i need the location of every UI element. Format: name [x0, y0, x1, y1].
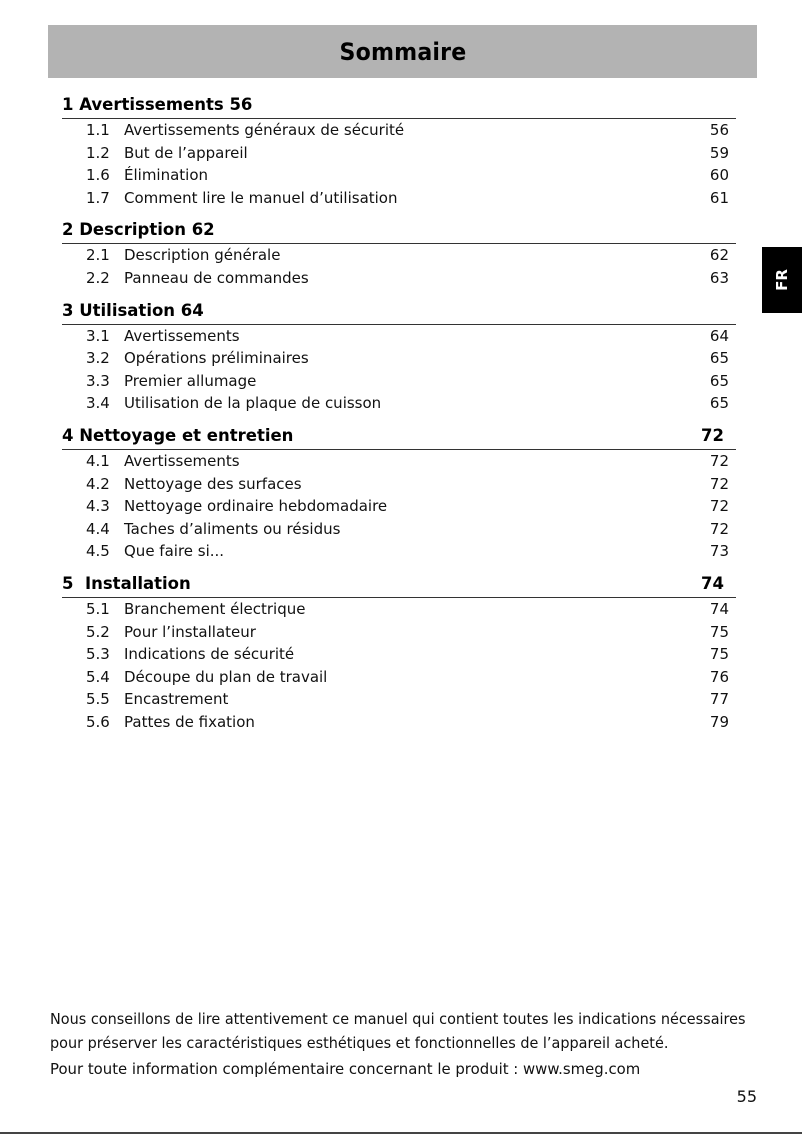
entry-page: 76	[709, 667, 729, 686]
toc-section-2	[62, 217, 736, 289]
spacer	[62, 415, 736, 423]
entry-page: 72	[709, 497, 729, 516]
section-title: 2 Description 62	[62, 220, 215, 240]
entry-page: 75	[709, 622, 729, 641]
entry-number: 5.3	[86, 645, 110, 664]
toc-entry[interactable]	[62, 643, 736, 666]
entry-label: Découpe du plan de travail	[124, 667, 328, 686]
section-page: 74	[701, 573, 724, 593]
entry-page: 59	[709, 143, 729, 162]
entry-number: 2.2	[86, 268, 110, 287]
entry-label: Indications de sécurité	[124, 645, 295, 664]
entry-page: 72	[709, 519, 729, 538]
spacer	[62, 209, 736, 217]
section-heading[interactable]	[62, 571, 736, 598]
section-page: 72	[701, 425, 724, 445]
spacer	[62, 290, 736, 298]
toc-entry[interactable]	[62, 347, 736, 370]
toc-entry[interactable]	[62, 450, 736, 473]
entry-page: 72	[709, 474, 729, 493]
toc-entry[interactable]	[62, 392, 736, 415]
entry-number: 1.2	[86, 143, 110, 162]
entry-label: Branchement électrique	[124, 599, 306, 618]
toc-entry[interactable]	[62, 370, 736, 393]
entry-number: 5.5	[86, 690, 110, 709]
entry-label: Nettoyage ordinaire hebdomadaire	[124, 497, 388, 516]
entry-page: 73	[709, 542, 729, 561]
entry-page: 63	[709, 268, 729, 287]
bottom-divider	[0, 1132, 802, 1134]
entry-number: 3.3	[86, 371, 110, 390]
entry-label: Description générale	[124, 246, 281, 265]
section-title: 3 Utilisation 64	[62, 300, 204, 320]
intro-note	[50, 1007, 770, 1081]
toc-entry[interactable]	[62, 495, 736, 518]
entry-label: Avertissements	[124, 326, 240, 345]
toc-entry[interactable]	[62, 325, 736, 348]
entry-number: 5.4	[86, 667, 110, 686]
entry-label: But de l’appareil	[124, 143, 248, 162]
spacer	[62, 563, 736, 571]
entry-label: Avertissements	[124, 451, 240, 470]
toc-entry[interactable]	[62, 187, 736, 210]
toc-section-1	[62, 92, 736, 209]
toc-entry[interactable]	[62, 666, 736, 689]
entry-number: 3.4	[86, 394, 110, 413]
note-line-2: pour préserver les caractéristiques esthétiques et fonctionnelles de l’appareil acheté.	[50, 1034, 669, 1052]
toc-entry[interactable]	[62, 711, 736, 734]
entry-label: Avertissements généraux de sécurité	[124, 121, 405, 139]
entry-number: 4.2	[86, 474, 110, 493]
entry-page: 61	[709, 188, 729, 207]
entry-label: Premier allumage	[124, 371, 257, 390]
section-heading[interactable]	[62, 217, 736, 244]
language-label: FR	[772, 269, 791, 291]
entry-label: Que faire si...	[124, 542, 225, 561]
toc-section-4	[62, 423, 736, 563]
entry-label: Utilisation de la plaque de cuisson	[124, 394, 382, 413]
entry-number: 1.1	[86, 121, 110, 139]
entry-page: 72	[709, 451, 729, 470]
section-title: 4 Nettoyage et entretien	[62, 425, 294, 445]
entry-number: 3.1	[86, 326, 110, 345]
toc-entry[interactable]	[62, 164, 736, 187]
entry-page: 64	[709, 326, 729, 345]
toc-entry[interactable]	[62, 119, 736, 142]
entry-page: 74	[709, 599, 729, 618]
entry-page: 79	[709, 712, 729, 731]
section-heading[interactable]	[62, 423, 736, 450]
entry-label: Élimination	[124, 166, 209, 185]
entry-label: Panneau de commandes	[124, 268, 309, 287]
section-heading[interactable]	[62, 298, 736, 325]
entry-number: 5.6	[86, 712, 110, 731]
entry-label: Nettoyage des surfaces	[124, 474, 302, 493]
entry-number: 4.1	[86, 451, 110, 470]
entry-number: 4.4	[86, 519, 110, 538]
page-title: Sommaire	[339, 37, 466, 66]
toc-entry[interactable]	[62, 598, 736, 621]
toc-section-5	[62, 571, 736, 734]
section-heading[interactable]	[62, 92, 736, 119]
note-line-1: Nous conseillons de lire attentivement ce manuel qui contient toutes les indications nécessaires	[50, 1010, 746, 1028]
entry-label: Taches d’aliments ou résidus	[124, 519, 341, 538]
toc-entry[interactable]	[62, 142, 736, 165]
toc-entry[interactable]	[62, 267, 736, 290]
entry-page: 65	[709, 394, 729, 413]
entry-label: Pattes de fixation	[124, 712, 255, 731]
entry-number: 5.2	[86, 622, 110, 641]
entry-label: Encastrement	[124, 690, 229, 709]
note-line-3: Pour toute information complémentaire concernant le produit : www.smeg.com	[50, 1060, 641, 1078]
entry-number: 5.1	[86, 599, 110, 618]
entry-page: 77	[709, 690, 729, 709]
entry-number: 3.2	[86, 349, 110, 368]
entry-page: 65	[709, 349, 729, 368]
page-number: 55	[736, 1087, 757, 1106]
toc-entry[interactable]	[62, 621, 736, 644]
toc-entry[interactable]	[62, 244, 736, 267]
toc-entry[interactable]	[62, 473, 736, 496]
toc-entry[interactable]	[62, 688, 736, 711]
entry-page: 75	[709, 645, 729, 664]
entry-page: 65	[709, 371, 729, 390]
section-title: 5 Installation	[62, 573, 191, 593]
toc-entry[interactable]	[62, 518, 736, 541]
title-banner	[48, 25, 757, 78]
entry-label: Comment lire le manuel d’utilisation	[124, 188, 398, 207]
toc-entry[interactable]	[62, 540, 736, 563]
table-of-contents	[62, 92, 736, 733]
toc-section-3	[62, 298, 736, 415]
entry-number: 4.5	[86, 542, 110, 561]
language-tab	[762, 247, 802, 313]
entry-page: 60	[709, 166, 729, 185]
section-title: 1 Avertissements 56	[62, 95, 253, 114]
entry-label: Pour l’installateur	[124, 622, 256, 641]
entry-number: 1.7	[86, 188, 110, 207]
entry-label: Opérations préliminaires	[124, 349, 309, 368]
entry-number: 2.1	[86, 246, 110, 265]
entry-number: 1.6	[86, 166, 110, 185]
entry-page: 62	[709, 246, 729, 265]
entry-page: 56	[709, 121, 729, 139]
entry-number: 4.3	[86, 497, 110, 516]
